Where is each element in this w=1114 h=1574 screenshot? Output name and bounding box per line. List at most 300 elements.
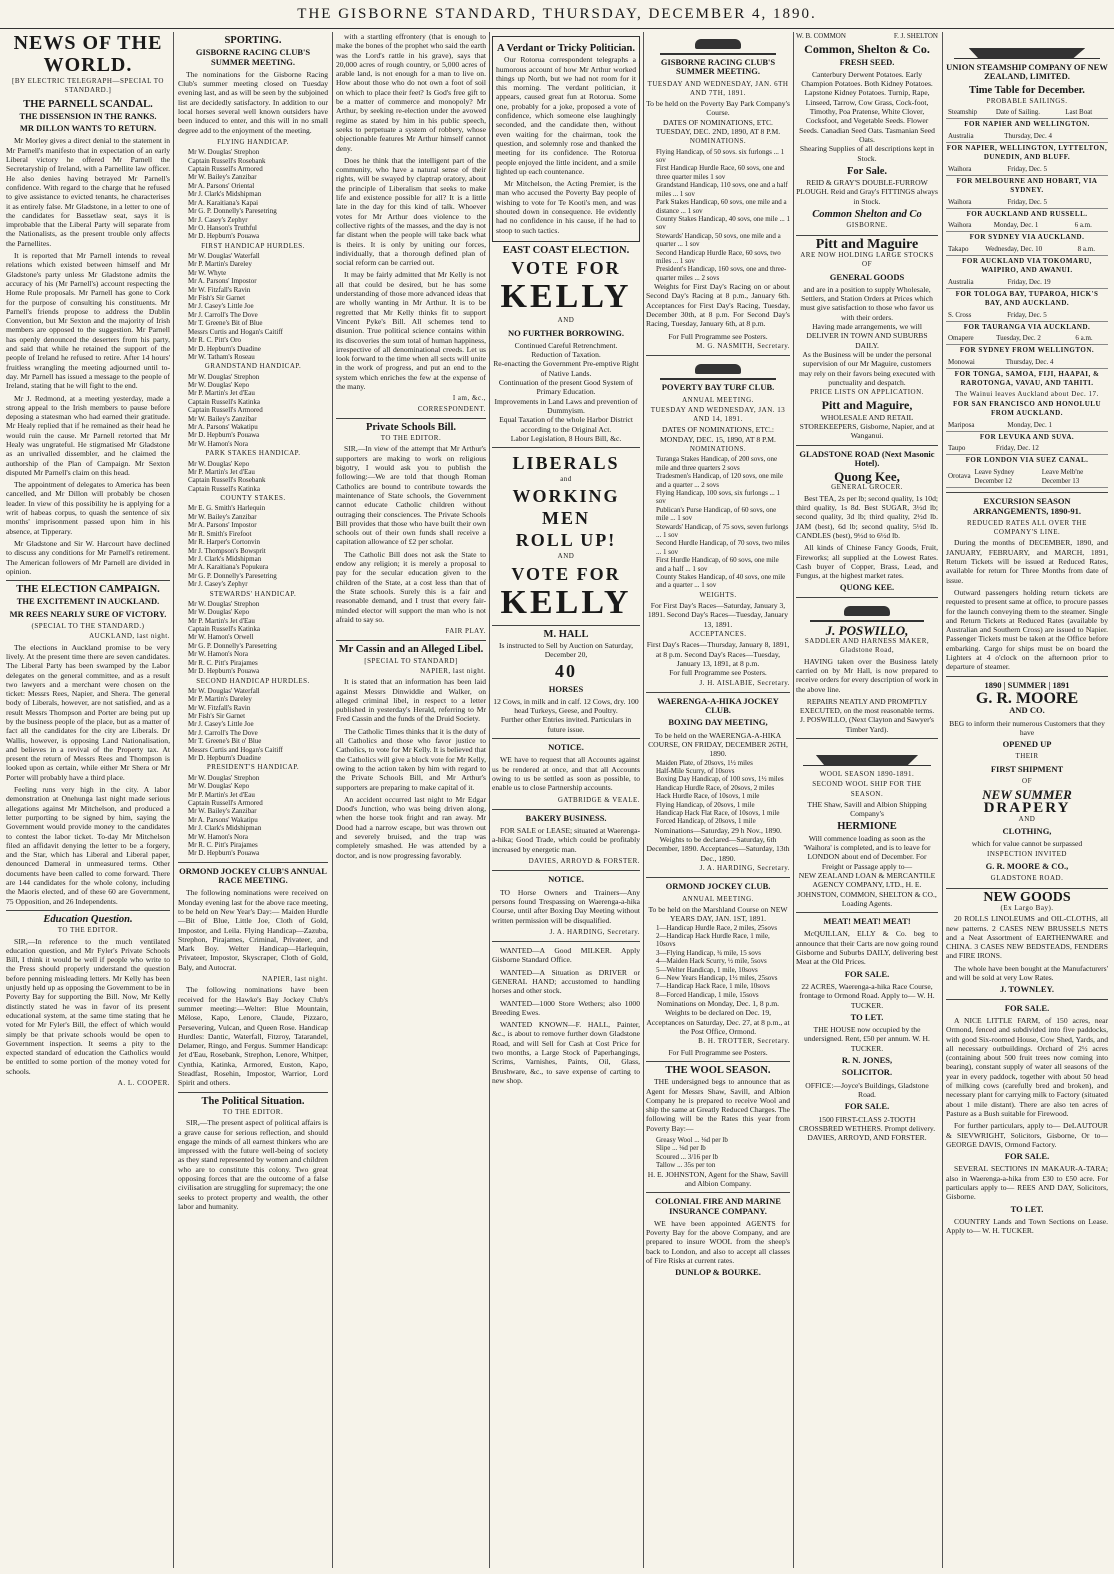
ad-text: NOMINATIONS.: [689, 445, 747, 454]
sailing-destination: FOR SYDNEY FROM WELLINGTON.: [959, 346, 1095, 355]
sailing-destination: FOR NAPIER AND WELLINGTON.: [964, 120, 1090, 129]
paragraph: WE have been appointed AGENTS for Poverty Bay for the above Company, and are prepared to insure WOOL from the sheep's back to London, and also to accept all classes of Fire Risks at current rates.: [646, 1218, 790, 1266]
paragraph: SIR,—The present aspect of political affairs is a grave cause for serious reflection, and should engage the minds of all earnest thinkers who are impressed with the future well-being of society as they stand represented by women and children who are to constitute this colony. Two great opposing forces that are the outcome of a false civilisation are struggling for supremacy; the one seeks to protect property and wealth, the other labor and humanity.: [178, 1118, 328, 1211]
ad-heading: G. R. MOORE: [975, 689, 1079, 707]
list-item: Half-Mile Scurry, of 10sovs: [656, 766, 735, 775]
sailing-table: [946, 357, 1108, 369]
paragraph: The appointment of delegates to America has been cancelled, and Mr Dillon will probably be chosen leader. In view of this possibility he is applying for a writ of habeas corpus, to quash the sentence of six months' imprisonment passed upon him in his absence, at Tipperary.: [6, 480, 170, 536]
ad-heading: AND CO.: [1009, 705, 1045, 716]
ad-heading: GLADSTONE ROAD (Next Masonic Hotel).: [799, 448, 935, 468]
list-item: Boxing Day Handicap, of 100 sovs, 1½ miles: [656, 775, 784, 784]
ad-heading: For Sale.: [846, 165, 888, 177]
ad-text: Continuation of the present Good System of Primary Education.: [498, 378, 634, 397]
ad-text: HORSES: [548, 683, 584, 694]
divider: [946, 888, 1108, 889]
sailing-table: [946, 197, 1108, 209]
paragraph: THE undersigned begs to announce that as Agent for Messrs Shaw, Savill, and Albion Company he is prepared to receive Wool and ship the same at Greatly Reduced Charges. The following will be the Rates this year from Poverty Bay:—: [646, 1077, 790, 1133]
table-cell: Leave Sydney December 12: [973, 467, 1040, 488]
divider: [646, 877, 790, 878]
list-item: Mr G. P. Donnelly's Paresetring: [188, 641, 277, 650]
list-item: Mr J. Clark's Midshipman: [188, 554, 262, 563]
ad-text: WOOL SEASON 1890-1891.: [819, 770, 915, 778]
ad-text: Re-enacting the Government Pre-emptive Right of Native Lands.: [493, 359, 639, 378]
ad-text: Continued Careful Retrenchment.: [514, 340, 618, 350]
list-item: Messrs Curtis and Hogan's Caitiff: [188, 745, 283, 754]
paragraph: It is reported that Mr Parnell intends to reveal relations which existed between himself and Mr Gladstone's party unless Mr Gladstone admits the accuracy of his (Mr Parnell's) account respecting the Home Rule proposals. Mr Parnell has gone to Cork for the purpose of consulting his constituents. Mr Parnell's friends propose to address the Dublin Convention, but Mr Sexton and the majority of Irish members are opposed to the suggestion. Mr Parnell has openly denounced the deserters from his party, and said that while he retained the support of the people of Ireland he refused to retire. After 14 hours' fruitless wrangling the meeting adjourned until to-day. Mr Parnell has issued a message to the people of Ireland, stating that he will fight to the end.: [6, 251, 170, 391]
list-item: Captain Russell's Katinka: [188, 397, 261, 406]
ad-text: ANNUAL MEETING.: [682, 894, 754, 903]
paragraph: Feeling runs very high in the city. A labor demonstration at Onehunga last night made serious allegations against Mr Mitchelson, and produced a letter purporting to be signed by him, saying the Government would provide money to the candidates to contest the labor ticket. To-day Mr Mitchelson filed an affidavit denying the letter to be a forgery, and the Star, which has Liberal and Liberal paper, denounced Dameral in unmeasured terms. Other documents have been called to come forward. There are 144 candidates for the whole colony, including the Maoris elected, and of these 60 are Government, 75 Opposition, and 26 Independents.: [6, 785, 170, 906]
race-title: GRANDSTAND HANDICAP.: [204, 362, 302, 371]
sailing-destination: FOR LEVUKA AND SUVA.: [979, 432, 1075, 441]
list-item: Mr J. Carroll's The Dove: [188, 728, 258, 737]
race-title: COUNTY STAKES.: [220, 494, 286, 503]
sailing-destination: FOR SAN FRANCISCO AND HONOLULU FROM AUCKLAND.: [952, 399, 1101, 418]
subheadline: MR DILLON WANTS TO RETURN.: [19, 123, 157, 134]
list-item: Tallow ... 35s per ton: [656, 1161, 716, 1170]
table-cell: Friday, Dec. 19: [1006, 277, 1100, 289]
list-item: Mr W. Douglas' Kepo: [188, 381, 250, 390]
list-item: Mr J. Carroll's The Dove: [188, 310, 258, 319]
table-cell: [1100, 277, 1108, 289]
list-item: Forced Handicap, of 20sovs, 1 mile: [656, 817, 756, 826]
list-item: Mr W. Douglas' Strephon: [188, 599, 260, 608]
ad-text: SECOND WOOL SHIP FOR THE SEASON.: [812, 780, 922, 798]
divider: [492, 625, 640, 626]
sailing-destination: FOR AUCKLAND VIA TOKOMARU, WAIPIRO, AND AWANUI.: [962, 257, 1092, 275]
table-cell: Thursday, Dec. 4: [1002, 131, 1100, 143]
column-rule: [643, 32, 644, 1568]
paragraph: Our Rotorua correspondent telegraphs a humorous account of how Mr Arthur worked things up North, but we had not room for it this morning. The verdant politician, it appears, caused great fun at Rotorua. Some one, probably for a joke, proposed a vote of confidence, which someone else laughingly seconded, and the candidate then, without even waiting for the chairman, took the question, and solemnly rose and thanked the meeting for its confidence. The Rotorua people enjoyed the little incident, and a smile lighted up each countenance.: [496, 55, 636, 176]
nomination-list: [646, 148, 790, 283]
signature: QUONG KEE.: [839, 582, 895, 593]
list-item: Captain Russell's Armored: [188, 406, 263, 415]
ad-heading: DRAPERY: [983, 799, 1071, 816]
table-row: [946, 333, 1108, 345]
ad-heading: Quong Kee,: [834, 469, 900, 485]
list-item: Mr P. Martin's Dareley: [188, 260, 252, 269]
list-item: Mr P. Martin's Jet d'Eau: [188, 790, 255, 799]
list-item: 4—Maiden Hack Scurry, ½ mile, 5sovs: [656, 957, 767, 966]
nomination-list: [646, 924, 790, 1000]
ad-heading: CLOTHING,: [1002, 826, 1052, 837]
signature: J. A. HARDING, Secretary.: [699, 864, 790, 873]
table-cell: Orotava: [946, 467, 973, 488]
paragraph: SIR,—In reference to the much ventilated education question, and Mr Fyler's Private Schools Bill, I think it would be well if people who write to the Press should properly understand the question before penning misleading letters. Mr Kelly has been unjustly held up as opposing the Government to be in Poverty Bay for supporting the Bill. Now, Mr Kelly distinctly stated he was in favor of its present educational system, at the same time stating that he voted for Mr Fyler's Bill, the effect of which would simply be that private schools would be open to Government inspection. It seems a pity to the expected standard of education the Catholics would be entitled to some portion of the money voted for schools.: [6, 936, 170, 1076]
table-cell: Thursday, Dec. 4: [1004, 357, 1101, 369]
divider: [946, 492, 1108, 493]
ad-text: PRICE LISTS ON APPLICATION.: [810, 388, 924, 397]
subheadline: MR REES NEARLY SURE OF VICTORY.: [9, 608, 167, 619]
column-7: [946, 32, 1108, 1568]
list-item: Mr R. C. Pitt's Pirajames: [188, 841, 258, 849]
ad-text: THE Shaw, Savill and Albion Shipping Company's: [807, 799, 927, 819]
table-row: [946, 357, 1108, 369]
divider: [796, 445, 938, 446]
list-item: Mr D. Hepburn's Duadine: [188, 344, 261, 353]
list-item: Mr D. Hepburn's Pouawa: [188, 232, 260, 241]
ad-text: For Full Programme see Posters.: [668, 1047, 768, 1057]
list-item: Mr W. Douglas' Kepo: [188, 608, 250, 617]
list-item: Handicap Hack Flat Race, of 10sovs, 1 mile: [656, 809, 780, 818]
list-item: Mr D. Hepburn's Pouawa: [188, 849, 260, 858]
list-item: Mr J. Clark's Midshipman: [188, 824, 262, 833]
sailing-destination: FOR TOLOGA BAY, TUPAROA, HICK'S BAY, AND AUCKLAND.: [955, 289, 1099, 308]
table-row: [946, 131, 1108, 143]
list-item: Mr D. Hepburn's Pouawa: [188, 667, 260, 676]
ad-text: VOTE FOR: [511, 563, 621, 584]
column-5: [646, 32, 790, 1568]
table-row: [946, 277, 1108, 289]
ad-heading: M. HALL: [543, 628, 589, 640]
ad-text: REPAIRS NEATLY AND PROMPTLY EXECUTED, on the most reasonable terms.: [799, 696, 935, 716]
paragraph: The elections in Auckland promise to be very lively. At the present time there are seven candidates. The Liberal Party has been swamped by the Labor delegates on the general committee, and as a result two lawyers and a merchant were chosen on the ticket: Messrs Rees, Napier, and Shera. The general body of Liberals, however, are not satisfied, and as a result Messrs Thompson and Porter are being put up by the business people of the place, but as a matter of fact all the candidates for the city are Liberals. Dr Wallis, however, is opposing Land Nationalisation, and believes in a revival of the Property tax. At present the return of Messrs Rees and Thompson is looked upon as certain, while either Mr Shera or Mr Porter will probably have a third place.: [6, 642, 170, 782]
list-item: Flying Handicap, 100 sovs, six furlongs ... 1 sov: [656, 488, 781, 506]
ad-text: KELLY: [500, 583, 632, 621]
table-row: [946, 164, 1108, 176]
list-item: Mr G. P. Donnelly's Paresetring: [188, 207, 277, 216]
ad-text: OF: [1022, 777, 1032, 785]
paragraph: The nominations for the Gisborne Racing Club's summer meeting closed on Tuesday evening last, and as will be seen by the subjoined list are decidedly satisfactory. In addition to our local horses several well known outsiders have been induced to enter, and this will in no small degree add to the enjoyment of the meeting.: [178, 69, 328, 135]
sailing-table: [946, 220, 1108, 232]
list-item: Mr T. Greene's Bit of Blue: [188, 319, 263, 328]
ad-text: NEW ZEALAND LOAN & MERCANTILE AGENCY COMPANY, LTD., H. E. JOHNSTON, COMMON, SHELTON & CO., Loading Agents.: [797, 870, 937, 908]
sailing-table: [946, 420, 1108, 432]
horse-illustration: [810, 602, 924, 622]
ad-text: AND: [557, 316, 575, 325]
headline: Mr Cassin and an Alleged Libel.: [338, 644, 484, 656]
signature: J. TOWNLEY.: [1000, 984, 1054, 995]
table-row: [946, 197, 1108, 209]
list-item: Mr W. Douglas' Strephon: [188, 148, 260, 157]
paragraph: The Catholic Times thinks that it is the duty of all Catholics and those who favor justice to Catholics, to vote for Mr Kelly. It is believed that the Catholics will give a block vote for Mr Kelly, owing to the action taken by him with regard to the Private Schools Bill, and Mr Arthur's supporters are preparing to make capital of it.: [336, 726, 486, 792]
ad-text: (Ex Largo Bay).: [1000, 903, 1054, 912]
paragraph: HAVING taken over the Business lately carried on by Mr Hall, is now prepared to receive orders for every description of work in the above line.: [796, 656, 938, 694]
paragraph: For further particulars, apply to— DeLAUTOUR & SIEVWRIGHT, Solicitors, Gisborne, Or to— GEORGE DAVIS, Ormond Factory.: [946, 1121, 1108, 1149]
ad-text: SADDLER AND HARNESS MAKER, Gladstone Road,: [804, 637, 930, 655]
column-header: Steamship: [946, 107, 994, 119]
table-row: [946, 310, 1108, 322]
sailing-destination: FOR NAPIER, WELLINGTON, LYTTELTON, DUNEDIN, AND BLUFF.: [946, 144, 1108, 162]
sailings-list: [946, 120, 1108, 488]
ad-heading: GISBORNE RACING CLUB'S SUMMER MEETING.: [660, 57, 776, 77]
racehorse-illustration: [660, 360, 775, 380]
ad-heading: NOTICE.: [548, 874, 584, 885]
ad-heading: EXCURSION SEASON ARRANGEMENTS, 1890-91.: [973, 496, 1081, 516]
signature: J. H. AISLABIE, Secretary.: [699, 678, 790, 687]
column-header: Date of Sailing.: [994, 107, 1063, 119]
sailing-destination: FOR AUCKLAND AND RUSSELL.: [966, 209, 1088, 218]
ad-text: AND: [1018, 814, 1036, 823]
nomination-list: [646, 455, 790, 590]
list-item: Mr O. Hanson's Truthful: [188, 223, 257, 232]
table-cell: Omapere: [946, 333, 994, 345]
list-item: Captain Russell's Rosebank: [188, 156, 266, 165]
divider: [492, 809, 640, 810]
paragraph: An accident occurred last night to Mr Edgar Dood's Junction, who was being driven along, when the horse took fright and ran away. Mr Dood had a narrow escape, but was thrown out and severely bruised, and the trap was completely smashed. He was attended by a doctor, and is now progressing favorably.: [336, 794, 486, 860]
list-item: Mr Fish's Sir Garnet: [188, 712, 246, 721]
list-item: President's Handicap, 160 sovs, one and three-quarter miles ... 2 sovs: [656, 265, 787, 282]
ad-text: ARE NOW HOLDING LARGE STOCKS OF: [800, 250, 934, 269]
ad-text: 40: [555, 660, 577, 681]
list-item: Mr G. P. Donnelly's Paresetring: [188, 571, 277, 580]
classified: WANTED—1000 Store Wethers; also 1000 Breeding Ewes.: [492, 998, 640, 1017]
table-cell: Leave Melb'ne December 13: [1040, 467, 1108, 488]
sailing-table: [946, 131, 1108, 143]
table-cell: Taupo: [946, 443, 994, 455]
ad-text: WHOLESALE AND RETAIL STOREKEEPERS, Gisborne, Napier, and at Wanganui.: [799, 412, 935, 441]
sailing-table: [946, 310, 1108, 322]
headline: A Verdant or Tricky Politician.: [497, 43, 635, 54]
sailing-table: [946, 333, 1108, 345]
divider: [946, 999, 1108, 1000]
racehorse-illustration: [660, 35, 775, 55]
list-item: Mr W. Fitzfall's Ravin: [188, 703, 251, 712]
ad-text: TUESDAY AND WEDNESDAY, JAN. 6TH AND 7TH, 1891.: [647, 79, 789, 97]
list-item: Mr W. Hamon's Nora: [188, 439, 248, 448]
paragraph: FOR SALE or LEASE; situated at Waerenga-a-hika; Good Trade, which could be profitably increased by energetic man.: [492, 826, 640, 854]
list-item: 2—Handicap Hack Hurdle Race, 1 mile, 10sovs: [656, 931, 770, 949]
ad-header: [796, 32, 938, 41]
paragraph: The Catholic Bill does not ask the State to endow any religion; it is merely a proposal to pay for the secular education given to the children of the State, at a cost less than that of the State schools. Surely this is a fair and reasonable demand, and I trust that every fair-minded elector will support the man who is not afraid to say so.: [336, 549, 486, 624]
list-item: Flying Handicap, of 50 sovs. six furlongs ... 1 sov: [656, 147, 785, 165]
list-item: County Stakes Handicap, of 40 sovs, one mile and a quarter ... 1 sov: [656, 573, 786, 590]
ad-text: and: [560, 475, 572, 484]
list-item: Flying Handicap, of 20sovs, 1 mile: [656, 800, 755, 809]
list-item: Mr A. Karaitiana's Popukura: [188, 563, 269, 572]
list-item: 1—Handicap Hurdle Race, 2 miles, 25sovs: [656, 923, 778, 932]
ad-heading: WAERENGA-A-HIKA JOCKEY CLUB.: [657, 695, 779, 716]
ad-text: 1500 FIRST-CLASS 2-TOOTH CROSSBRED WETHERS. Prompt delivery. DAVIES, ARROYD, AND FORSTER.: [798, 1114, 936, 1143]
sailing-table: [946, 467, 1108, 489]
divider: [6, 580, 170, 581]
ad-heading: TO LET.: [1010, 1203, 1044, 1214]
column-rule: [489, 32, 490, 1568]
table-cell: Wednesday, Dec. 10: [983, 244, 1075, 256]
divider: [178, 862, 328, 863]
paragraph: All kinds of Chinese Fancy Goods, Fruit, Fireworks; all supplied at the Lowest Rates. Cash buyer of Copper, Brass, Lead, and Fungus, at the highest market rates.: [796, 543, 938, 581]
table-cell: Friday, Dec. 5: [1005, 197, 1099, 209]
ad-heading: POVERTY BAY TURF CLUB.: [661, 382, 775, 393]
race-title: PARK STAKES HANDICAP.: [205, 449, 301, 458]
list-item: Mr W. Whyte: [188, 268, 227, 277]
ad-heading: Pitt and Maguire: [815, 236, 919, 252]
paragraph: with a startling effrontery (that is enough to make the bones of the prophet who said the earth was the Lord's rattle in his grave), says that 20,000 acres of rough country, or 5,000 acres of arable land, is not enough for a man to live on. How about those who do not own a foot of soil on which to place their feet? Is God's free gift to be a matter of commerce and monopoly? Mr Arthur, by seeking re-election under the avowed regime as stated by him in his public speech, seeks to perpetuate a system of robbery, whose objectionable features Mr Arthur himself cannot deny.: [336, 32, 486, 153]
list-item: Hack Hurdle Race, of 10sovs, 1 mile: [656, 792, 760, 801]
byline: TO THE EDITOR.: [380, 434, 442, 443]
column-2: [178, 32, 328, 1568]
list-item: Park Stakes Handicap, 60 sovs, one mile and a distance ... 1 sov: [656, 198, 787, 215]
list-item: Captain Russell's Katinka: [188, 484, 261, 493]
table-cell: 8 a.m.: [1076, 244, 1108, 256]
ad-heading: J. POSWILLO,: [825, 622, 909, 638]
list-item: 7—Handicap Hack Race, 1 mile, 10sovs: [656, 982, 770, 991]
paragraph: During the months of DECEMBER, 1890, and JANUARY, FEBRUARY, and MARCH, 1891, Return Tickets will be issued at Reduced Rates, available for return for Three Months from date of issue.: [946, 538, 1108, 585]
ad-heading: 1890 | SUMMER | 1891: [984, 679, 1070, 690]
list-item: Mr R. Smith's Firefoot: [188, 529, 252, 538]
table-row: [946, 443, 1108, 455]
list-item: Mr W. Douglas' Strephon: [188, 372, 260, 381]
list-item: Messrs Curtis and Hogan's Caitiff: [188, 327, 283, 336]
byline: [SPECIAL TO STANDARD]: [364, 656, 458, 665]
classified: WANTED—A Situation as DRIVER or GENERAL HAND; accustomed to handling horses and other stock.: [492, 967, 640, 996]
sailing-destination: FOR MELBOURNE AND HOBART, VIA SYDNEY.: [956, 176, 1098, 195]
headline: The Political Situation.: [201, 1095, 305, 1107]
ad-heading: SOLICITOR.: [841, 1067, 893, 1078]
ad-text: W. B. COMMON: [796, 32, 846, 40]
sailing-table: [946, 244, 1108, 256]
ad-heading: BOXING DAY MEETING,: [668, 717, 768, 728]
signature: H. E. JOHNSTON, Agent for the Shaw, Savill and Albion Company.: [647, 1169, 789, 1188]
list-item: Mr E. G. Smith's Harlequin: [188, 504, 266, 513]
ad-text: GISBORNE.: [846, 221, 888, 230]
ad-text: DATES OF NOMINATIONS, ETC. TUESDAY, DEC. 2ND, 1890, AT 8 P.M.: [655, 117, 781, 137]
table-cell: Waihora: [946, 197, 1005, 209]
paragraph: Mr J. Redmond, at a meeting yesterday, made a strong appeal to the Irish members to pause before deposing a statesman who had earned their gratitude. Mr Healy replied that if he remained as their head he would ruin the cause. Mr Parnell retorted that Mr Healy was ungrateful. He stigmatised Mr Gladstone as an unrivalled dissembler, and he claimed the authorship of the Plan of Campaign. Mr Sexton disputed Mr Parnell's claim on this head.: [6, 393, 170, 477]
ad-text: ANNUAL MEETING.: [682, 395, 754, 404]
list-item: Mr J. Clark's Midshipman: [188, 190, 262, 199]
classified: WANTED KNOWN—F. HALL, Painter, &c., is about to remove further down Gladstone Road, and will Sell for Cash at Cost Price for two months, a Large Stock of Paperhangings, Scrims, Varnishes, Paints, Oil, Glass, Brushware, &c., to save expense of carting to new shop.: [492, 1020, 640, 1085]
classified: WANTED—A Good MILKER. Apply Gisborne Standard Office.: [492, 946, 640, 965]
news-title: NEWS OF THE WORLD.: [13, 32, 163, 76]
subheadline: THE EXCITEMENT IN AUCKLAND.: [16, 596, 160, 607]
column-rule: [173, 32, 174, 1568]
list-item: Mr A. Parsons' Wakatipu: [188, 423, 258, 432]
signature: J. A. HARDING, Secretary.: [549, 927, 640, 936]
list-item: Mr R. Harper's Cortonvin: [188, 538, 261, 547]
list-item: Handicap Hurdle Race, of 20sovs, 2 miles: [656, 783, 775, 792]
headline: EAST COAST ELECTION.: [502, 244, 630, 256]
divider: [946, 676, 1108, 677]
table-cell: 6 a.m.: [1073, 333, 1108, 345]
column-header: Last Boat: [1063, 107, 1108, 119]
list-item: Mr J. Casey's Little Joe: [188, 302, 254, 311]
signature: GATBRIDGE & VEALE.: [557, 795, 640, 804]
table-cell: [1100, 131, 1108, 143]
ad-text: THE HOUSE now occupied by the undersigned. Rent, £50 per annum. W. H. TUCKER.: [804, 1025, 930, 1053]
list-item: Mr J. Thompson's Bowsprit: [188, 546, 266, 555]
divider: [492, 447, 640, 448]
list-item: Captain Russell's Armored: [188, 798, 263, 807]
table-row: [946, 420, 1108, 432]
table-cell: 6 a.m.: [1073, 220, 1108, 232]
ad-heading: Time Table for December.: [969, 84, 1085, 96]
ad-heading: GENERAL GOODS: [829, 271, 905, 282]
list-item: Mr W. Douglas' Kepo: [188, 459, 250, 468]
list-item: 5—Welter Handicap, 1 mile, 10sovs: [656, 965, 758, 974]
sailing-table: [946, 443, 1108, 455]
ad-heading: Common Shelton and Co: [812, 209, 922, 221]
table-cell: [1099, 443, 1108, 455]
table-cell: S. Cross: [946, 310, 1005, 322]
column-rule: [332, 32, 333, 1568]
divider: [646, 355, 790, 356]
list-item: Mr A. Karaitiana's Kapai: [188, 198, 259, 207]
divider: [646, 1061, 790, 1062]
paragraph: COUNTRY Lands and Town Sections on Lease. Apply to— W. H. TUCKER.: [946, 1216, 1108, 1236]
dateline: NAPIER, last night.: [420, 667, 486, 675]
ad-text: ROLL UP!: [515, 530, 617, 551]
list-item: Mr W. Tatham's Roseau: [188, 352, 255, 361]
race-title: FIRST HANDICAP HURDLES.: [201, 241, 305, 250]
ad-text: Labor Legislation, 8 Hours Bill, &c.: [510, 433, 622, 443]
divider: [336, 418, 486, 419]
ad-text: OFFICE:—Joyce's Buildings, Gladstone Road.: [805, 1080, 929, 1099]
entries-list: [178, 600, 328, 676]
table-cell: Australia: [946, 277, 1006, 289]
list-item: Second Hurdle Handicap, of 70 sovs, two miles ... 1 sov: [656, 539, 790, 556]
table-cell: Waihora: [946, 164, 1005, 176]
sailing-destination: FOR TAURANGA VIA AUCKLAND.: [963, 322, 1091, 331]
ad-text: WEIGHTS.: [699, 590, 737, 599]
ad-text: For First Day's Races—Saturday, January 3, 1891. Second Day's Races—Tuesday, January 13, 1891.: [647, 601, 789, 629]
entries-list: [178, 148, 328, 240]
list-item: Mr P. Martin's Dareley: [188, 695, 252, 704]
list-item: Mr W. Hamon's Nora: [188, 650, 248, 659]
column-4: [492, 32, 640, 1568]
list-item: Tradesmen's Handicap, of 120 sovs, one mile and a quarter ... 2 sovs: [656, 472, 783, 489]
ship-illustration: [803, 743, 931, 766]
table-cell: Friday, Dec. 12: [994, 443, 1099, 455]
list-item: Captain Russell's Rosebank: [188, 476, 266, 485]
list-item: Captain Russell's Armored: [188, 165, 263, 174]
list-item: Mr A. Parsons' Wakatipu: [188, 815, 258, 824]
ad-text: GLADSTONE ROAD.: [990, 874, 1064, 883]
paragraph: TO Horse Owners and Trainers—Any persons found Trespassing on Waerenga-a-hika Course, until after Boxing Day Meeting without written permission will be disqualified.: [492, 887, 640, 925]
table-cell: Monowai: [946, 357, 1004, 369]
divider: [646, 692, 790, 693]
ad-text: VOTE FOR: [511, 258, 621, 279]
table-cell: [1101, 357, 1109, 369]
list-item: 3—Flying Handicap, ¾ mile, 15 sovs: [656, 948, 761, 957]
ad-heading: FOR SALE.: [1004, 1151, 1050, 1162]
ad-text: To be held on the WAERENGA-A-HIKA COURSE, ON FRIDAY, DECEMBER 26TH, 1890.: [648, 730, 788, 759]
sailing-table: [946, 277, 1108, 289]
ad-text: Further other Entries invited. Particulars in future issue.: [500, 715, 632, 734]
headline: SPORTING.: [224, 35, 282, 46]
ad-text: Nominations—Saturday, 29 h Nov., 1890. Weights to be declared—Saturday, 6th December, 1890. Acceptances—Saturday, 13th Dec., 1890.: [646, 825, 790, 863]
byline: TO THE EDITOR.: [57, 926, 119, 935]
ad-text: 12 Cows, in milk and in calf. 12 Cows, dry. 100 head Turkeys, Geese, and Poultry.: [493, 696, 639, 716]
race-title: PRESIDENT'S HANDICAP.: [206, 763, 300, 772]
ad-text: TUESDAY AND WEDNESDAY, JAN. 13 AND 14, 1891.: [650, 405, 786, 424]
sailing-destination: FOR LONDON VIA SUEZ CANAL.: [965, 456, 1089, 465]
ad-text: To be held on the Marshland Course on NEW YEARS DAY, JAN. 1ST, 1891.: [648, 904, 788, 924]
divider: [492, 941, 640, 942]
list-item: Mr A. Parsons' Oriental: [188, 181, 255, 190]
list-item: 8—Forced Handicap, 1 mile, 15sovs: [656, 990, 759, 999]
list-item: Mr W. Bailey's Zanzibar: [188, 512, 257, 521]
race-title: SECOND HANDICAP HURDLES.: [196, 676, 310, 685]
entries-list: [178, 687, 328, 763]
signature: FAIR PLAY.: [445, 627, 486, 636]
signature: DUNLOP & BOURKE.: [675, 1267, 761, 1278]
entries-list: [178, 460, 328, 494]
ship-illustration: [954, 36, 1100, 59]
ad-text: Will commence loading as soon as the 'Waihora' is completed, and is to leave for LONDON about end of December. For Freight or Passage apply to—: [803, 833, 931, 871]
divider: [492, 738, 640, 739]
rates-list: [646, 1136, 790, 1170]
sailing-table: [946, 164, 1108, 176]
dateline: NAPIER, last night.: [262, 975, 328, 984]
ad-text: As the Business will be under the personal supervision of our Mr Maguire, customers may rely on their favors being executed with punctuality and despatch.: [798, 349, 935, 387]
sailing-note: The Wainui leaves Auckland about Dec. 17.: [955, 389, 1099, 398]
ad-text: KELLY: [500, 278, 632, 316]
ad-text: Equal Taxation of the whole Harbor District according to the Original Act.: [499, 415, 633, 434]
ad-heading: THE WOOL SEASON.: [665, 1064, 771, 1076]
subheadline: ORMOND JOCKEY CLUB'S ANNUAL RACE MEETING.: [179, 865, 327, 886]
list-item: Grandstand Handicap, 110 sovs, one and a half miles ... 1 sov: [656, 181, 788, 198]
